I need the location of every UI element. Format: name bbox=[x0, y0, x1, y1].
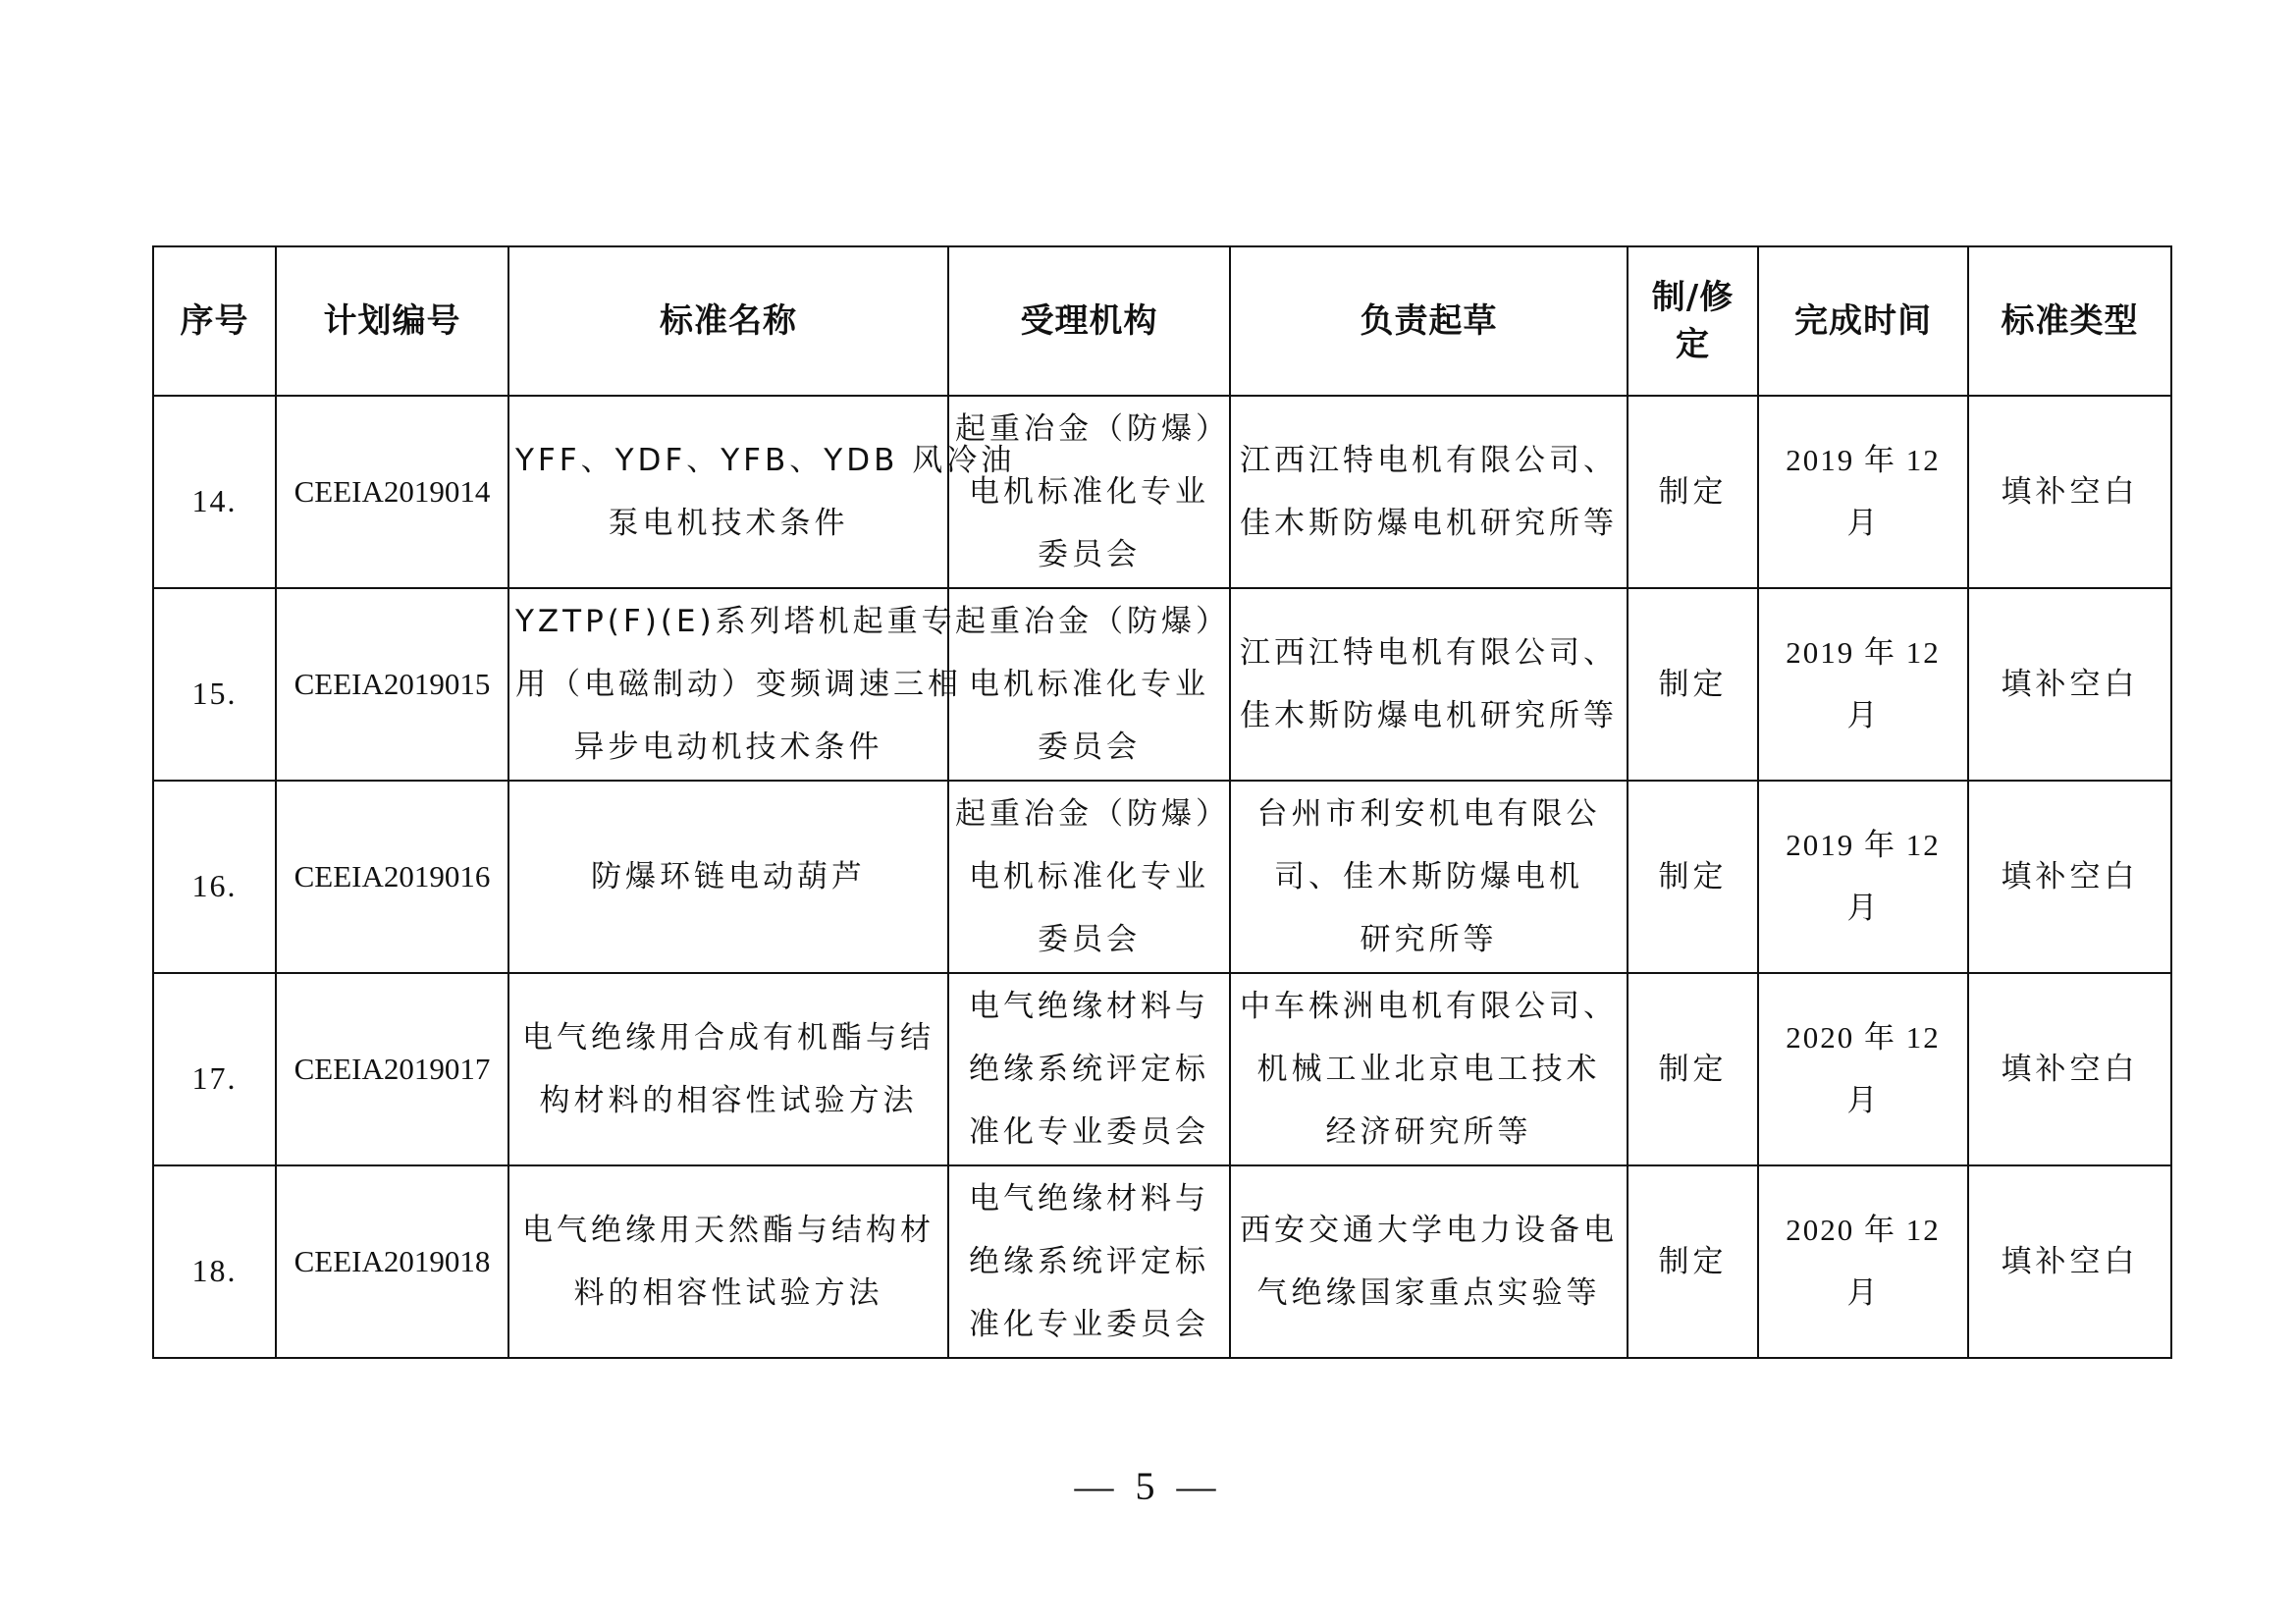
header-drafter: 负责起草 bbox=[1230, 246, 1628, 396]
cell-seq: 16. bbox=[153, 781, 276, 973]
cell-completion-date: 2020 年 12 月 bbox=[1758, 973, 1968, 1165]
cell-drafter bbox=[1230, 973, 1628, 1165]
cell-standard-name bbox=[508, 973, 948, 1165]
cell-standard-name-line: 电气绝缘用天然酯与结构材 bbox=[522, 1213, 934, 1248]
cell-agency-line: 起重冶金（防爆） bbox=[955, 796, 1230, 832]
table-body bbox=[153, 396, 2171, 1358]
cell-seq: 18. bbox=[153, 1165, 276, 1358]
cell-standard-category: 填补空白 bbox=[1968, 973, 2171, 1165]
table-row bbox=[153, 1165, 2171, 1358]
cell-drafter-line: 佳木斯防爆电机研究所等 bbox=[1240, 506, 1618, 541]
header-completion-date: 完成时间 bbox=[1758, 246, 1968, 396]
cell-agency-line: 准化专业委员会 bbox=[969, 1307, 1209, 1342]
cell-agency-line: 电机标准化专业 bbox=[969, 667, 1209, 702]
cell-drafter-line: 气绝缘国家重点实验等 bbox=[1256, 1275, 1601, 1311]
cell-plan-code: CEEIA2019018 bbox=[276, 1165, 508, 1358]
cell-agency bbox=[948, 781, 1230, 973]
cell-agency-line: 绝缘系统评定标 bbox=[969, 1052, 1209, 1087]
cell-agency-line: 电机标准化专业 bbox=[969, 859, 1209, 894]
cell-revision-type: 制定 bbox=[1628, 1165, 1758, 1358]
cell-agency-line: 委员会 bbox=[1038, 922, 1141, 957]
cell-revision-type: 制定 bbox=[1628, 781, 1758, 973]
cell-standard-name-line: 异步电动机技术条件 bbox=[573, 730, 883, 765]
cell-standard-name-line: 防爆环链电动葫芦 bbox=[591, 859, 866, 894]
cell-agency-line: 委员会 bbox=[1038, 537, 1141, 572]
cell-drafter bbox=[1230, 588, 1628, 781]
cell-standard-category: 填补空白 bbox=[1968, 396, 2171, 588]
header-standard-category: 标准类型 bbox=[1968, 246, 2171, 396]
header-agency: 受理机构 bbox=[948, 246, 1230, 396]
cell-agency-line: 起重冶金（防爆） bbox=[955, 411, 1230, 447]
cell-seq: 15. bbox=[153, 588, 276, 781]
header-seq: 序号 bbox=[153, 246, 276, 396]
cell-drafter bbox=[1230, 781, 1628, 973]
cell-completion-date: 2020 年 12 月 bbox=[1758, 1165, 1968, 1358]
cell-drafter-line: 中车株洲电机有限公司、 bbox=[1240, 989, 1618, 1024]
cell-drafter-line: 司、佳木斯防爆电机 bbox=[1274, 859, 1583, 894]
table-row bbox=[153, 781, 2171, 973]
cell-standard-name bbox=[508, 781, 948, 973]
cell-revision-type: 制定 bbox=[1628, 588, 1758, 781]
cell-plan-code: CEEIA2019014 bbox=[276, 396, 508, 588]
cell-agency bbox=[948, 973, 1230, 1165]
cell-standard-category: 填补空白 bbox=[1968, 1165, 2171, 1358]
standards-plan-table bbox=[152, 245, 2172, 1359]
cell-revision-type: 制定 bbox=[1628, 973, 1758, 1165]
cell-plan-code: CEEIA2019017 bbox=[276, 973, 508, 1165]
page-number: — 5 — bbox=[1074, 1464, 1222, 1508]
header-plan-code: 计划编号 bbox=[276, 246, 508, 396]
cell-drafter-line: 江西江特电机有限公司、 bbox=[1240, 635, 1618, 671]
cell-standard-name bbox=[508, 1165, 948, 1358]
cell-plan-code: CEEIA2019016 bbox=[276, 781, 508, 973]
cell-agency-line: 准化专业委员会 bbox=[969, 1114, 1209, 1150]
cell-agency-line: 起重冶金（防爆） bbox=[955, 604, 1230, 639]
cell-seq: 14. bbox=[153, 396, 276, 588]
cell-agency-line: 绝缘系统评定标 bbox=[969, 1244, 1209, 1279]
cell-plan-code: CEEIA2019015 bbox=[276, 588, 508, 781]
cell-completion-date: 2019 年 12 月 bbox=[1758, 588, 1968, 781]
header-revision-type: 制/修定 bbox=[1628, 246, 1758, 396]
cell-standard-name-line: 用（电磁制动）变频调速三相 bbox=[515, 667, 962, 702]
cell-completion-date: 2019 年 12 月 bbox=[1758, 396, 1968, 588]
header-standard-name: 标准名称 bbox=[508, 246, 948, 396]
cell-drafter-line: 西安交通大学电力设备电 bbox=[1240, 1213, 1618, 1248]
cell-agency-line: 电机标准化专业 bbox=[969, 474, 1209, 510]
cell-standard-name bbox=[508, 588, 962, 781]
cell-standard-name bbox=[508, 396, 1016, 588]
cell-agency-line: 委员会 bbox=[1038, 730, 1141, 765]
table-row bbox=[153, 973, 2171, 1165]
cell-agency bbox=[948, 396, 1230, 588]
cell-standard-category: 填补空白 bbox=[1968, 781, 2171, 973]
cell-drafter bbox=[1230, 396, 1628, 588]
cell-drafter-line: 江西江特电机有限公司、 bbox=[1240, 443, 1618, 478]
cell-standard-name-line: 泵电机技术条件 bbox=[608, 506, 849, 541]
cell-standard-name-line: YFF、YDF、YFB、YDB 风冷油 bbox=[515, 443, 1016, 478]
cell-standard-name-line: YZTP(F)(E)系列塔机起重专 bbox=[515, 604, 956, 639]
cell-standard-name-line: 电气绝缘用合成有机酯与结 bbox=[522, 1020, 934, 1056]
cell-standard-name-line: 构材料的相容性试验方法 bbox=[539, 1083, 918, 1118]
table-row bbox=[153, 588, 2171, 781]
table-header-row bbox=[153, 246, 2171, 396]
cell-drafter-line: 机械工业北京电工技术 bbox=[1256, 1052, 1601, 1087]
cell-agency-line: 电气绝缘材料与 bbox=[969, 1181, 1209, 1217]
cell-standard-name-line: 料的相容性试验方法 bbox=[573, 1275, 883, 1311]
cell-standard-category: 填补空白 bbox=[1968, 588, 2171, 781]
cell-agency-line: 电气绝缘材料与 bbox=[969, 989, 1209, 1024]
cell-drafter-line: 经济研究所等 bbox=[1325, 1114, 1532, 1150]
cell-drafter-line: 台州市利安机电有限公 bbox=[1256, 796, 1601, 832]
cell-seq: 17. bbox=[153, 973, 276, 1165]
table-row bbox=[153, 396, 2171, 588]
cell-drafter-line: 研究所等 bbox=[1360, 922, 1498, 957]
cell-completion-date: 2019 年 12 月 bbox=[1758, 781, 1968, 973]
cell-revision-type: 制定 bbox=[1628, 396, 1758, 588]
cell-drafter-line: 佳木斯防爆电机研究所等 bbox=[1240, 698, 1618, 733]
cell-drafter bbox=[1230, 1165, 1628, 1358]
cell-agency bbox=[948, 1165, 1230, 1358]
cell-agency bbox=[948, 588, 1230, 781]
